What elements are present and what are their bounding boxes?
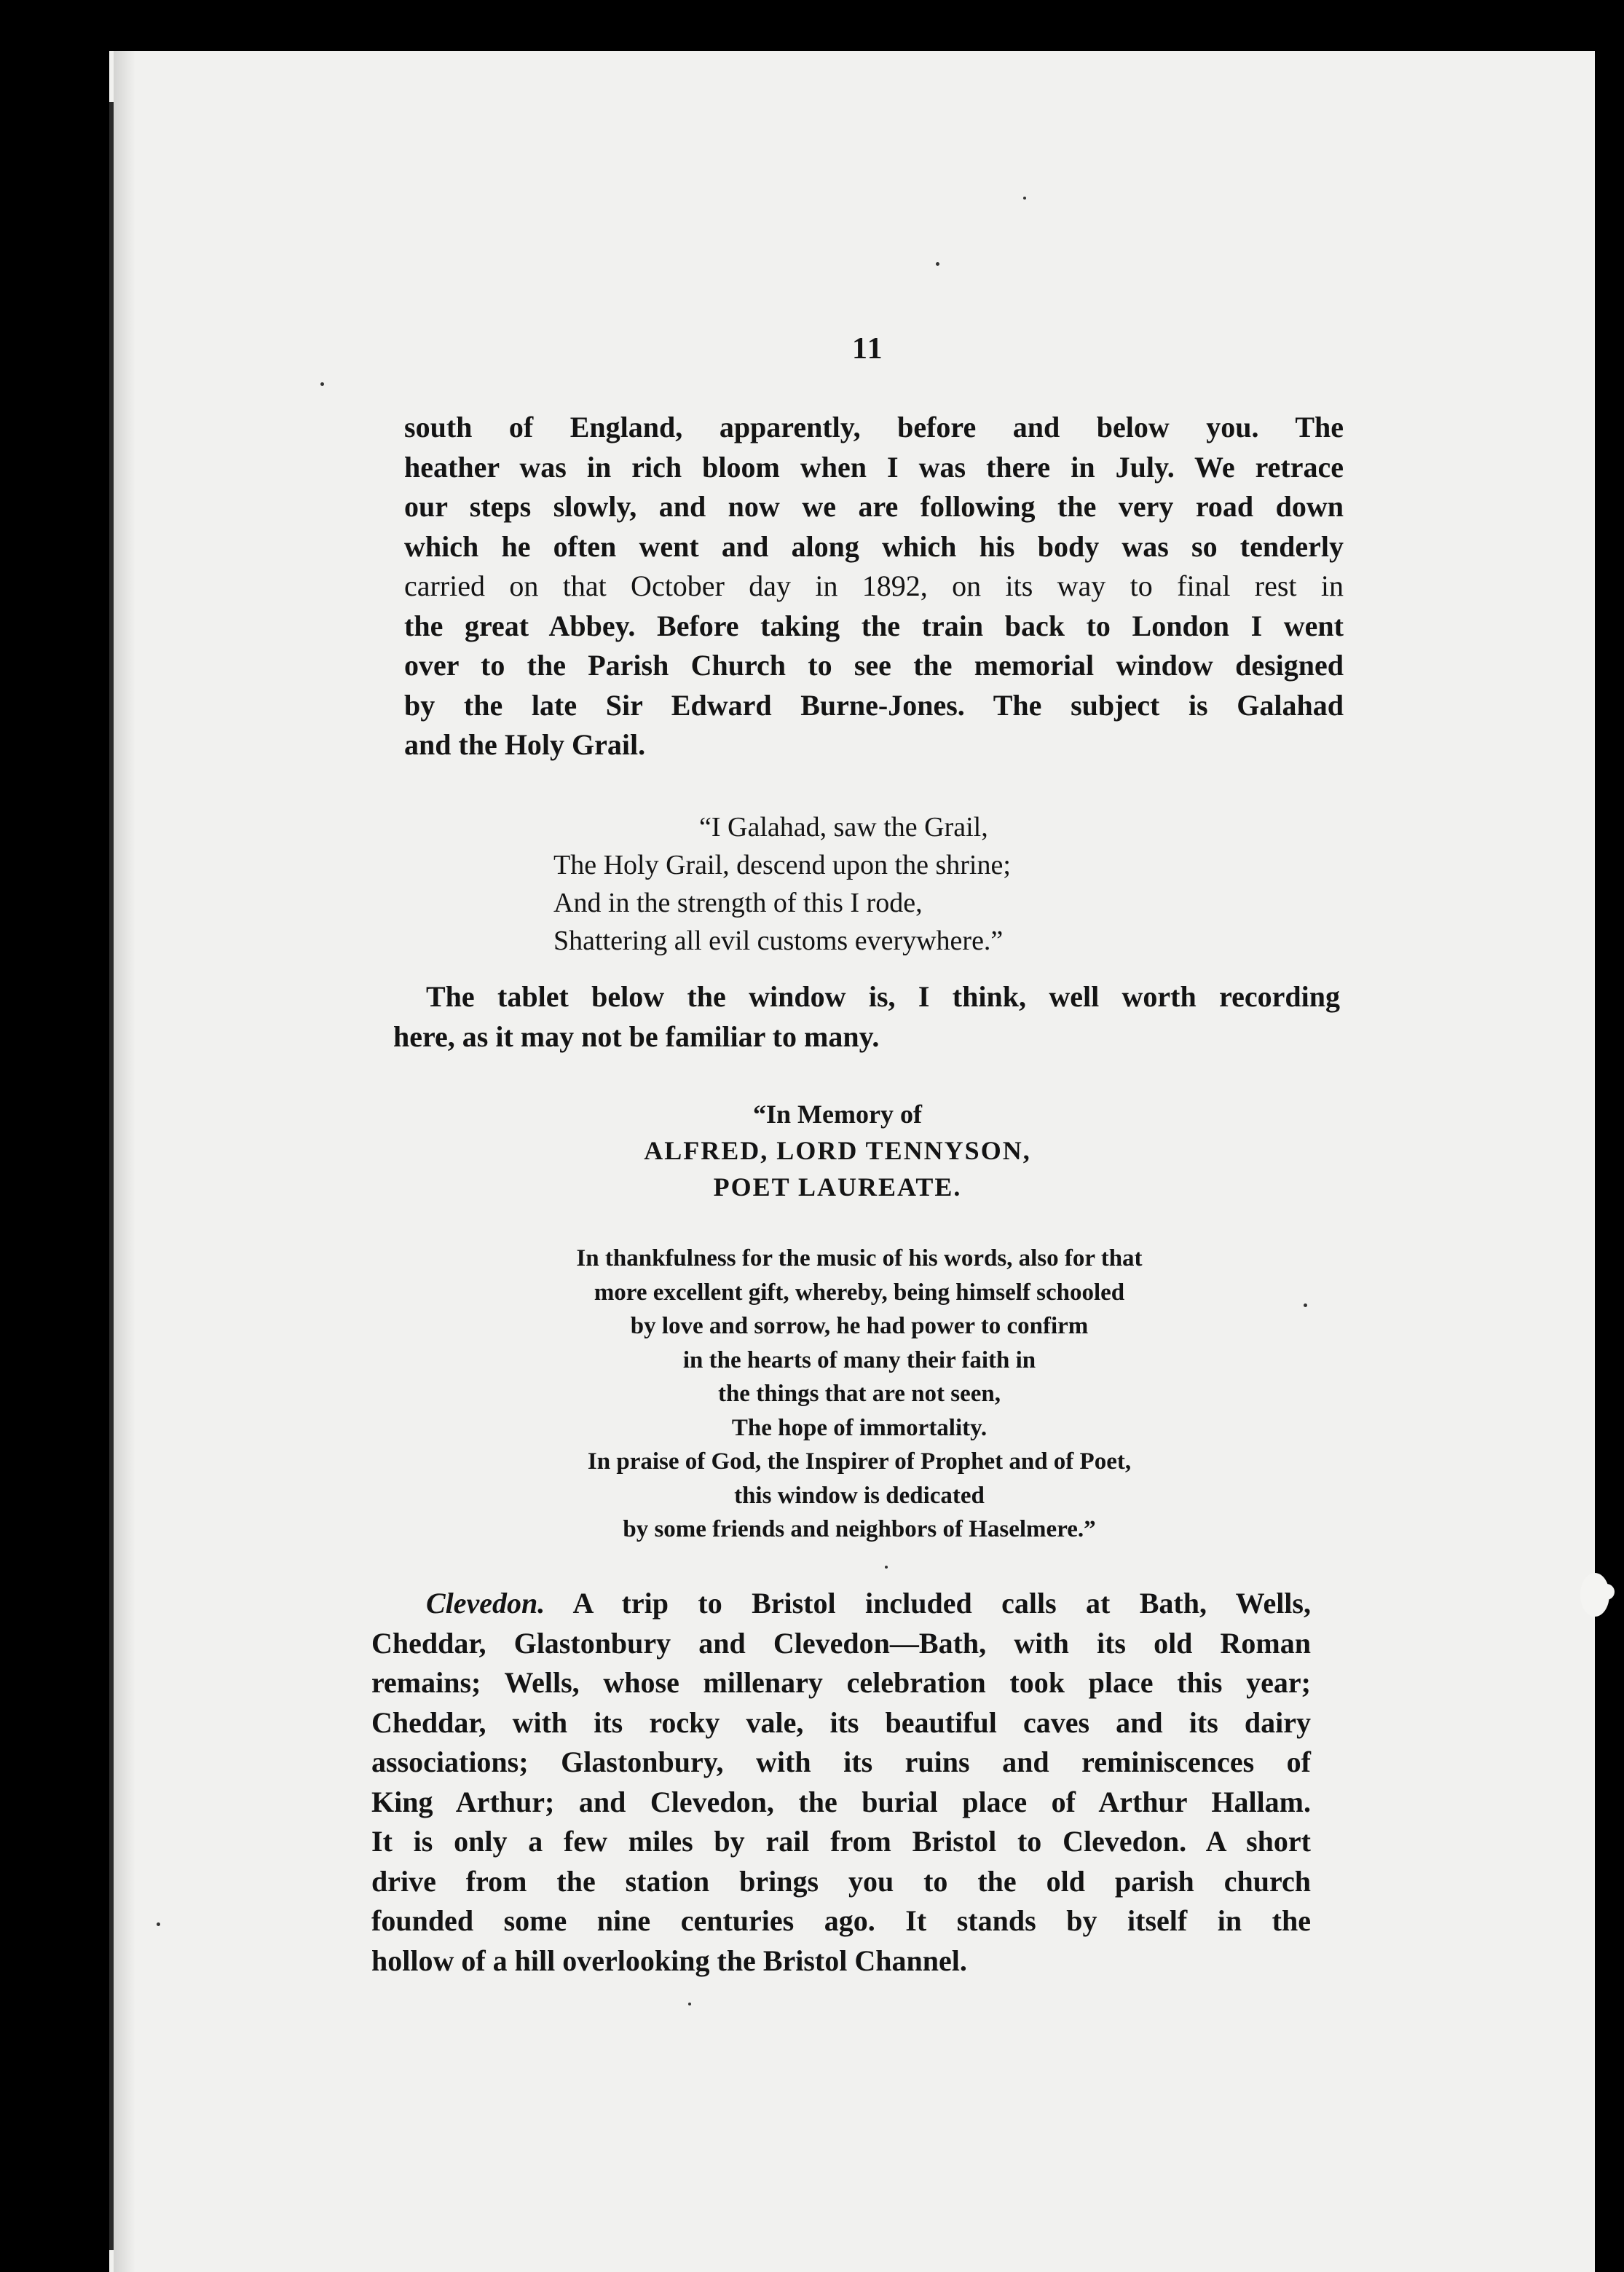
memorial-heading (510, 1096, 1165, 1205)
text-line: here, as it may not be familiar to many. (393, 1019, 880, 1053)
scan-dot (157, 1922, 160, 1926)
text-line: over to the Parish Church to see the memorial window designed (404, 649, 1344, 682)
poem-quote (553, 808, 1011, 960)
text-line: heather was in rich bloom when I was there in July. We retrace (404, 450, 1344, 484)
page-edge-right (1595, 0, 1624, 2272)
paragraph-tablet (393, 977, 1340, 1057)
text-fragment: A trip to Bristol included calls at Bath, Wells, (545, 1587, 1311, 1620)
poem-line: Shattering all evil customs everywhere.” (553, 926, 1004, 956)
binding-shadow (114, 51, 135, 2272)
text-line: carried on that October day in 1892, on its way to final rest in (404, 569, 1344, 602)
memorial-line: POET LAUREATE. (713, 1172, 962, 1202)
inscription-line: by love and sorrow, he had power to confirm (630, 1313, 1089, 1339)
text-line: associations; Glastonbury, with its ruins and reminiscences of (371, 1746, 1311, 1778)
page-number: 11 (852, 332, 884, 366)
memorial-line: ALFRED, LORD TENNYSON, (644, 1136, 1031, 1165)
poem-line: “I Galahad, saw the Grail, (699, 812, 988, 843)
inscription-line: In praise of God, the Inspirer of Prophet and of Poet, (587, 1448, 1132, 1475)
text-line: drive from the station brings you to the old parish church (371, 1864, 1311, 1898)
poem-line: The Holy Grail, descend upon the shrine; (553, 850, 1011, 880)
scan-dot (936, 262, 939, 266)
text-line: the great Abbey. Before taking the train back to London I went (404, 609, 1344, 642)
text-line: Cheddar, Glastonbury and Clevedon—Bath, with its old Roman (371, 1626, 1311, 1660)
text-line: and the Holy Grail. (404, 728, 646, 761)
poem-line: And in the strength of this I rode, (553, 888, 923, 918)
text-line: our steps slowly, and now we are following the very road down (404, 490, 1344, 523)
text-line: remains; Wells, whose millenary celebration took place this year; (371, 1666, 1311, 1699)
inscription-line: the things that are not seen, (717, 1381, 1001, 1407)
inscription-line: this window is dedicated (734, 1482, 985, 1509)
text-line: south of England, apparently, before and below you. The (404, 411, 1344, 443)
text-line: King Arthur; and Clevedon, the burial place of Arthur Hallam. (371, 1785, 1311, 1818)
text-line: by the late Sir Edward Burne-Jones. The subject is Galahad (404, 688, 1344, 722)
inscription-line: by some friends and neighbors of Haselmere.” (623, 1516, 1096, 1542)
inscription-line: in the hearts of many their faith in (682, 1346, 1036, 1373)
text-line: The tablet below the window is, I think, well worth recording (426, 980, 1340, 1013)
scan-speck (1599, 1584, 1615, 1600)
text-line: It is only a few miles by rail from Bristol to Clevedon. A short (371, 1825, 1311, 1858)
memorial-line: “In Memory of (753, 1100, 922, 1129)
scan-dot (885, 1566, 888, 1569)
binding-edge (109, 102, 114, 2250)
scan-dot (320, 382, 324, 386)
text-line: which he often went and along which his body was so tenderly (404, 529, 1344, 563)
inscription-line: The hope of immortality. (731, 1414, 988, 1441)
paragraph-clevedon (371, 1584, 1311, 1981)
scan-dot (688, 2003, 691, 2005)
inscription-line: more excellent gift, whereby, being himself schooled (594, 1279, 1125, 1306)
scan-dot (1304, 1303, 1307, 1307)
text-line: founded some nine centuries ago. It stands by itself in the (371, 1904, 1311, 1937)
inscription-line: In thankfulness for the music of his words, also for that (576, 1245, 1143, 1271)
memorial-inscription (437, 1242, 1282, 1547)
scan-dot (1023, 197, 1026, 200)
paragraph-hindhead (404, 408, 1344, 765)
text-line (371, 1584, 1311, 1624)
text-line: Cheddar, with its rocky vale, its beautiful caves and its dairy (371, 1705, 1311, 1739)
section-lead: Clevedon. (426, 1587, 545, 1620)
text-line: hollow of a hill overlooking the Bristol Channel. (371, 1944, 967, 1977)
